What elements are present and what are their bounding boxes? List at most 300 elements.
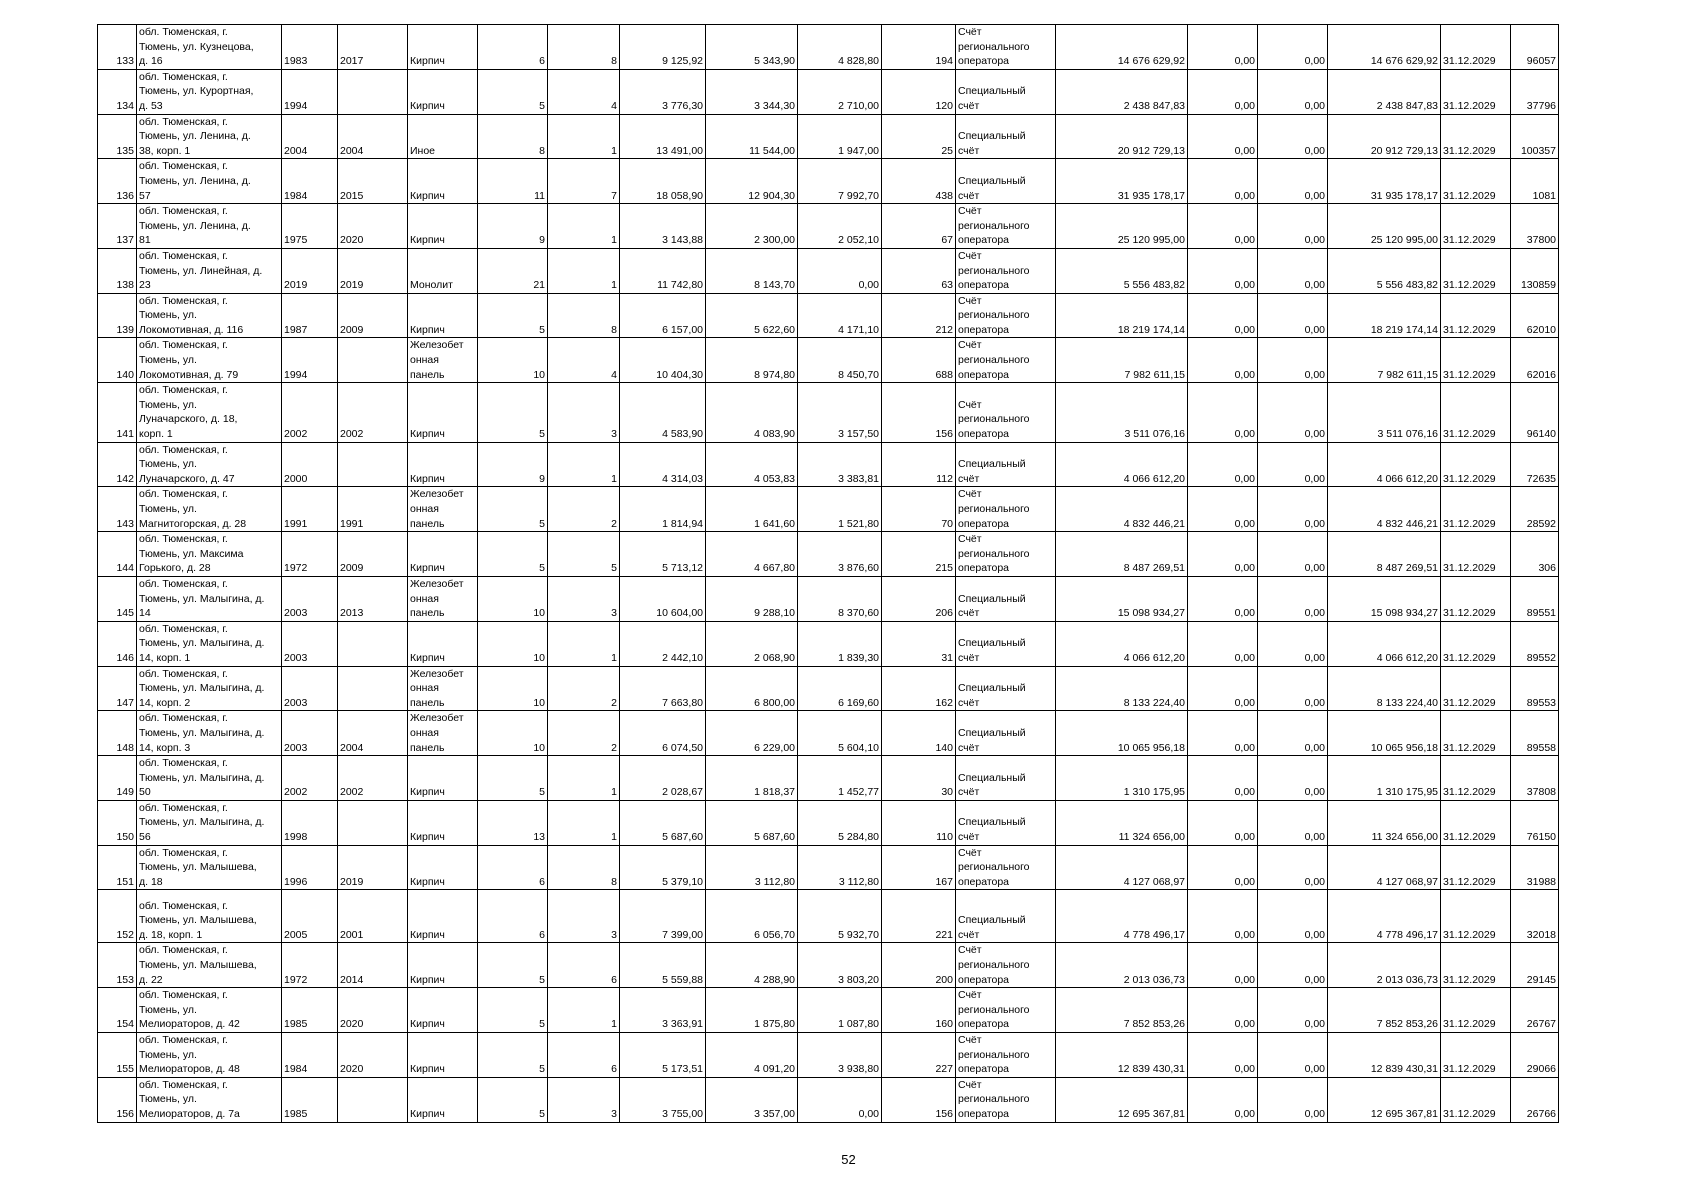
wall-material-cell: Кирпич: [408, 890, 478, 943]
year-built-cell: 1984: [282, 1033, 338, 1078]
house-code-cell: 37800: [1511, 204, 1559, 249]
table-row: [98, 532, 1559, 577]
deadline-cell: 31.12.2029: [1441, 248, 1511, 293]
owners-cost-cell: 15 098 934,27: [1328, 576, 1441, 621]
residential-area-cell: 4 171,10: [798, 293, 882, 338]
residential-area-cell: 5 604,10: [798, 711, 882, 756]
deadline-cell: 31.12.2029: [1441, 1033, 1511, 1078]
fund-method-cell: Специальный счёт: [956, 800, 1056, 845]
year-repair-cell: [338, 442, 408, 487]
owners-cost-cell: 12 695 367,81: [1328, 1077, 1441, 1122]
total-cost-cell: 4 778 496,17: [1056, 890, 1188, 943]
year-built-cell: 1994: [282, 338, 338, 383]
row-number-cell: 149: [98, 756, 137, 801]
cost-a-cell: 0,00: [1188, 532, 1258, 577]
entrances-cell: 1: [548, 988, 620, 1033]
owners-cost-cell: 3 511 076,16: [1328, 383, 1441, 442]
year-repair-cell: 2013: [338, 576, 408, 621]
year-repair-cell: 2009: [338, 532, 408, 577]
fund-method-cell: Специальный счёт: [956, 756, 1056, 801]
deadline-cell: 31.12.2029: [1441, 890, 1511, 943]
house-code-cell: 130859: [1511, 248, 1559, 293]
cost-a-cell: 0,00: [1188, 248, 1258, 293]
cost-b-cell: 0,00: [1258, 25, 1328, 70]
residential-area-cell: 1 087,80: [798, 988, 882, 1033]
year-built-cell: 2003: [282, 711, 338, 756]
floors-cell: 5: [478, 1077, 548, 1122]
total-cost-cell: 2 438 847,83: [1056, 69, 1188, 114]
year-repair-cell: 2020: [338, 1033, 408, 1078]
entrances-cell: 1: [548, 248, 620, 293]
owners-cost-cell: 10 065 956,18: [1328, 711, 1441, 756]
owners-cost-cell: 18 219 174,14: [1328, 293, 1441, 338]
total-area-cell: 6 157,00: [620, 293, 706, 338]
owners-cost-cell: 8 133 224,40: [1328, 666, 1441, 711]
table-row: [98, 338, 1559, 383]
total-area-cell: 7 399,00: [620, 890, 706, 943]
wall-material-cell: Кирпич: [408, 988, 478, 1033]
year-repair-cell: 2020: [338, 204, 408, 249]
residents-cell: 140: [882, 711, 956, 756]
table-row: [98, 890, 1559, 943]
living-area-cell: 5 687,60: [706, 800, 798, 845]
total-area-cell: 11 742,80: [620, 248, 706, 293]
residential-area-cell: 1 521,80: [798, 487, 882, 532]
table-row: [98, 25, 1559, 70]
total-area-cell: 1 814,94: [620, 487, 706, 532]
fund-method-cell: Специальный счёт: [956, 666, 1056, 711]
residential-area-cell: 5 932,70: [798, 890, 882, 943]
address-cell: обл. Тюменская, г. Тюмень, ул. Локомотивная, д. 116: [137, 293, 282, 338]
wall-material-cell: Кирпич: [408, 1077, 478, 1122]
owners-cost-cell: 11 324 656,00: [1328, 800, 1441, 845]
total-area-cell: 5 713,12: [620, 532, 706, 577]
year-repair-cell: 2017: [338, 25, 408, 70]
entrances-cell: 3: [548, 890, 620, 943]
residents-cell: 194: [882, 25, 956, 70]
table-row: [98, 621, 1559, 666]
table-row: [98, 442, 1559, 487]
cost-b-cell: 0,00: [1258, 576, 1328, 621]
total-area-cell: 9 125,92: [620, 25, 706, 70]
living-area-cell: 8 974,80: [706, 338, 798, 383]
fund-method-cell: Счёт регионального оператора: [956, 943, 1056, 988]
year-repair-cell: [338, 800, 408, 845]
fund-method-cell: Счёт регионального оператора: [956, 204, 1056, 249]
residents-cell: 227: [882, 1033, 956, 1078]
residents-cell: 156: [882, 383, 956, 442]
house-code-cell: 89552: [1511, 621, 1559, 666]
year-repair-cell: 2019: [338, 845, 408, 890]
total-cost-cell: 25 120 995,00: [1056, 204, 1188, 249]
deadline-cell: 31.12.2029: [1441, 800, 1511, 845]
entrances-cell: 8: [548, 845, 620, 890]
year-built-cell: 1985: [282, 1077, 338, 1122]
residential-area-cell: 3 112,80: [798, 845, 882, 890]
wall-material-cell: Кирпич: [408, 943, 478, 988]
cost-a-cell: 0,00: [1188, 576, 1258, 621]
cost-a-cell: 0,00: [1188, 845, 1258, 890]
deadline-cell: 31.12.2029: [1441, 711, 1511, 756]
entrances-cell: 2: [548, 487, 620, 532]
residents-cell: 162: [882, 666, 956, 711]
floors-cell: 5: [478, 756, 548, 801]
residential-area-cell: 3 876,60: [798, 532, 882, 577]
cost-b-cell: 0,00: [1258, 69, 1328, 114]
year-built-cell: 2005: [282, 890, 338, 943]
living-area-cell: 1 641,60: [706, 487, 798, 532]
address-cell: обл. Тюменская, г. Тюмень, ул. Курортная, д. 53: [137, 69, 282, 114]
wall-material-cell: Железобет онная панель: [408, 666, 478, 711]
floors-cell: 6: [478, 845, 548, 890]
total-cost-cell: 12 839 430,31: [1056, 1033, 1188, 1078]
residents-cell: 212: [882, 293, 956, 338]
total-cost-cell: 12 695 367,81: [1056, 1077, 1188, 1122]
row-number-cell: 133: [98, 25, 137, 70]
living-area-cell: 12 904,30: [706, 159, 798, 204]
total-area-cell: 13 491,00: [620, 114, 706, 159]
floors-cell: 10: [478, 711, 548, 756]
house-code-cell: 28592: [1511, 487, 1559, 532]
house-code-cell: 89553: [1511, 666, 1559, 711]
wall-material-cell: Кирпич: [408, 204, 478, 249]
year-repair-cell: 2015: [338, 159, 408, 204]
residential-area-cell: 1 839,30: [798, 621, 882, 666]
residents-cell: 112: [882, 442, 956, 487]
house-code-cell: 32018: [1511, 890, 1559, 943]
address-cell: обл. Тюменская, г. Тюмень, ул. Магнитогорская, д. 28: [137, 487, 282, 532]
cost-a-cell: 0,00: [1188, 204, 1258, 249]
cost-a-cell: 0,00: [1188, 383, 1258, 442]
year-repair-cell: 2019: [338, 248, 408, 293]
entrances-cell: 7: [548, 159, 620, 204]
entrances-cell: 1: [548, 442, 620, 487]
deadline-cell: 31.12.2029: [1441, 666, 1511, 711]
residents-cell: 438: [882, 159, 956, 204]
floors-cell: 11: [478, 159, 548, 204]
deadline-cell: 31.12.2029: [1441, 442, 1511, 487]
cost-b-cell: 0,00: [1258, 159, 1328, 204]
house-code-cell: 72635: [1511, 442, 1559, 487]
deadline-cell: 31.12.2029: [1441, 621, 1511, 666]
deadline-cell: 31.12.2029: [1441, 943, 1511, 988]
fund-method-cell: Счёт регионального оператора: [956, 383, 1056, 442]
deadline-cell: 31.12.2029: [1441, 114, 1511, 159]
residents-cell: 63: [882, 248, 956, 293]
entrances-cell: 6: [548, 1033, 620, 1078]
entrances-cell: 4: [548, 69, 620, 114]
table-row: [98, 487, 1559, 532]
floors-cell: 5: [478, 293, 548, 338]
cost-a-cell: 0,00: [1188, 890, 1258, 943]
residents-cell: 160: [882, 988, 956, 1033]
row-number-cell: 134: [98, 69, 137, 114]
row-number-cell: 150: [98, 800, 137, 845]
wall-material-cell: Кирпич: [408, 293, 478, 338]
deadline-cell: 31.12.2029: [1441, 1077, 1511, 1122]
wall-material-cell: Кирпич: [408, 69, 478, 114]
address-cell: обл. Тюменская, г. Тюмень, ул. Ленина, д. 81: [137, 204, 282, 249]
total-area-cell: 5 559,88: [620, 943, 706, 988]
entrances-cell: 1: [548, 204, 620, 249]
total-cost-cell: 4 066 612,20: [1056, 442, 1188, 487]
row-number-cell: 139: [98, 293, 137, 338]
year-built-cell: 1991: [282, 487, 338, 532]
living-area-cell: 3 344,30: [706, 69, 798, 114]
total-area-cell: 3 363,91: [620, 988, 706, 1033]
owners-cost-cell: 2 013 036,73: [1328, 943, 1441, 988]
residential-area-cell: 3 383,81: [798, 442, 882, 487]
owners-cost-cell: 4 778 496,17: [1328, 890, 1441, 943]
total-cost-cell: 1 310 175,95: [1056, 756, 1188, 801]
year-built-cell: 2004: [282, 114, 338, 159]
wall-material-cell: Кирпич: [408, 845, 478, 890]
cost-b-cell: 0,00: [1258, 338, 1328, 383]
table-body: [98, 25, 1559, 1123]
row-number-cell: 147: [98, 666, 137, 711]
year-repair-cell: 2002: [338, 756, 408, 801]
living-area-cell: 9 288,10: [706, 576, 798, 621]
living-area-cell: 1 875,80: [706, 988, 798, 1033]
year-repair-cell: 2004: [338, 114, 408, 159]
cost-b-cell: 0,00: [1258, 943, 1328, 988]
wall-material-cell: Кирпич: [408, 159, 478, 204]
fund-method-cell: Специальный счёт: [956, 890, 1056, 943]
residents-cell: 25: [882, 114, 956, 159]
living-area-cell: 4 083,90: [706, 383, 798, 442]
year-built-cell: 1983: [282, 25, 338, 70]
owners-cost-cell: 25 120 995,00: [1328, 204, 1441, 249]
house-code-cell: 37808: [1511, 756, 1559, 801]
table-row: [98, 248, 1559, 293]
living-area-cell: 5 622,60: [706, 293, 798, 338]
total-area-cell: 6 074,50: [620, 711, 706, 756]
residential-area-cell: 0,00: [798, 1077, 882, 1122]
cost-b-cell: 0,00: [1258, 532, 1328, 577]
residential-area-cell: 2 052,10: [798, 204, 882, 249]
cost-b-cell: 0,00: [1258, 890, 1328, 943]
total-cost-cell: 8 487 269,51: [1056, 532, 1188, 577]
living-area-cell: 1 818,37: [706, 756, 798, 801]
year-built-cell: 1975: [282, 204, 338, 249]
cost-a-cell: 0,00: [1188, 487, 1258, 532]
row-number-cell: 146: [98, 621, 137, 666]
deadline-cell: 31.12.2029: [1441, 756, 1511, 801]
living-area-cell: 5 343,90: [706, 25, 798, 70]
cost-a-cell: 0,00: [1188, 293, 1258, 338]
house-code-cell: 26766: [1511, 1077, 1559, 1122]
entrances-cell: 8: [548, 25, 620, 70]
total-area-cell: 7 663,80: [620, 666, 706, 711]
living-area-cell: 4 667,80: [706, 532, 798, 577]
entrances-cell: 1: [548, 800, 620, 845]
house-code-cell: 26767: [1511, 988, 1559, 1033]
floors-cell: 5: [478, 383, 548, 442]
cost-a-cell: 0,00: [1188, 666, 1258, 711]
cost-b-cell: 0,00: [1258, 1077, 1328, 1122]
year-built-cell: 2002: [282, 756, 338, 801]
floors-cell: 5: [478, 532, 548, 577]
address-cell: обл. Тюменская, г. Тюмень, ул. Луначарского, д. 47: [137, 442, 282, 487]
living-area-cell: 6 800,00: [706, 666, 798, 711]
total-area-cell: 3 143,88: [620, 204, 706, 249]
owners-cost-cell: 7 852 853,26: [1328, 988, 1441, 1033]
entrances-cell: 8: [548, 293, 620, 338]
year-built-cell: 1984: [282, 159, 338, 204]
year-built-cell: 1996: [282, 845, 338, 890]
total-area-cell: 4 583,90: [620, 383, 706, 442]
entrances-cell: 1: [548, 114, 620, 159]
wall-material-cell: Кирпич: [408, 800, 478, 845]
cost-a-cell: 0,00: [1188, 69, 1258, 114]
cost-b-cell: 0,00: [1258, 756, 1328, 801]
row-number-cell: 136: [98, 159, 137, 204]
total-cost-cell: 10 065 956,18: [1056, 711, 1188, 756]
page-number: 52: [841, 1152, 856, 1167]
year-repair-cell: [338, 621, 408, 666]
fund-method-cell: Специальный счёт: [956, 69, 1056, 114]
house-code-cell: 96140: [1511, 383, 1559, 442]
cost-b-cell: 0,00: [1258, 383, 1328, 442]
cost-b-cell: 0,00: [1258, 621, 1328, 666]
floors-cell: 6: [478, 25, 548, 70]
owners-cost-cell: 12 839 430,31: [1328, 1033, 1441, 1078]
floors-cell: 13: [478, 800, 548, 845]
address-cell: обл. Тюменская, г. Тюмень, ул. Малышева, д. 18: [137, 845, 282, 890]
cost-b-cell: 0,00: [1258, 988, 1328, 1033]
cost-a-cell: 0,00: [1188, 621, 1258, 666]
year-built-cell: 1994: [282, 69, 338, 114]
residential-area-cell: 7 992,70: [798, 159, 882, 204]
floors-cell: 10: [478, 666, 548, 711]
living-area-cell: 4 288,90: [706, 943, 798, 988]
floors-cell: 5: [478, 487, 548, 532]
total-cost-cell: 4 832 446,21: [1056, 487, 1188, 532]
living-area-cell: 4 091,20: [706, 1033, 798, 1078]
year-repair-cell: 2002: [338, 383, 408, 442]
living-area-cell: 3 112,80: [706, 845, 798, 890]
table-row: [98, 204, 1559, 249]
residential-area-cell: 3 803,20: [798, 943, 882, 988]
cost-a-cell: 0,00: [1188, 988, 1258, 1033]
house-code-cell: 37796: [1511, 69, 1559, 114]
year-built-cell: 2003: [282, 666, 338, 711]
entrances-cell: 2: [548, 711, 620, 756]
cost-a-cell: 0,00: [1188, 711, 1258, 756]
residential-area-cell: 0,00: [798, 248, 882, 293]
residential-area-cell: 1 947,00: [798, 114, 882, 159]
house-code-cell: 62010: [1511, 293, 1559, 338]
address-cell: обл. Тюменская, г. Тюмень, ул. Малышева, д. 18, корп. 1: [137, 890, 282, 943]
wall-material-cell: Железобет онная панель: [408, 338, 478, 383]
cost-b-cell: 0,00: [1258, 666, 1328, 711]
entrances-cell: 3: [548, 383, 620, 442]
table-row: [98, 756, 1559, 801]
owners-cost-cell: 2 438 847,83: [1328, 69, 1441, 114]
fund-method-cell: Счёт регионального оператора: [956, 532, 1056, 577]
fund-method-cell: Специальный счёт: [956, 711, 1056, 756]
floors-cell: 10: [478, 576, 548, 621]
residents-cell: 688: [882, 338, 956, 383]
housing-register-table: [97, 24, 1559, 1123]
living-area-cell: 11 544,00: [706, 114, 798, 159]
cost-b-cell: 0,00: [1258, 204, 1328, 249]
year-built-cell: 2003: [282, 621, 338, 666]
residents-cell: 167: [882, 845, 956, 890]
deadline-cell: 31.12.2029: [1441, 532, 1511, 577]
row-number-cell: 143: [98, 487, 137, 532]
wall-material-cell: Кирпич: [408, 1033, 478, 1078]
living-area-cell: 4 053,83: [706, 442, 798, 487]
cost-a-cell: 0,00: [1188, 1033, 1258, 1078]
entrances-cell: 2: [548, 666, 620, 711]
owners-cost-cell: 14 676 629,92: [1328, 25, 1441, 70]
wall-material-cell: Кирпич: [408, 756, 478, 801]
floors-cell: 10: [478, 338, 548, 383]
row-number-cell: 152: [98, 890, 137, 943]
address-cell: обл. Тюменская, г. Тюмень, ул. Мелиораторов, д. 48: [137, 1033, 282, 1078]
fund-method-cell: Счёт регионального оператора: [956, 1077, 1056, 1122]
residential-area-cell: 3 938,80: [798, 1033, 882, 1078]
cost-a-cell: 0,00: [1188, 943, 1258, 988]
fund-method-cell: Специальный счёт: [956, 159, 1056, 204]
fund-method-cell: Счёт регионального оператора: [956, 248, 1056, 293]
house-code-cell: 306: [1511, 532, 1559, 577]
residents-cell: 156: [882, 1077, 956, 1122]
total-cost-cell: 3 511 076,16: [1056, 383, 1188, 442]
deadline-cell: 31.12.2029: [1441, 69, 1511, 114]
table-row: [98, 576, 1559, 621]
fund-method-cell: Специальный счёт: [956, 621, 1056, 666]
table-row: [98, 159, 1559, 204]
row-number-cell: 142: [98, 442, 137, 487]
total-cost-cell: 7 852 853,26: [1056, 988, 1188, 1033]
cost-a-cell: 0,00: [1188, 800, 1258, 845]
row-number-cell: 145: [98, 576, 137, 621]
cost-b-cell: 0,00: [1258, 442, 1328, 487]
house-code-cell: 62016: [1511, 338, 1559, 383]
total-area-cell: 10 404,30: [620, 338, 706, 383]
row-number-cell: 135: [98, 114, 137, 159]
deadline-cell: 31.12.2029: [1441, 159, 1511, 204]
total-area-cell: 3 776,30: [620, 69, 706, 114]
cost-b-cell: 0,00: [1258, 711, 1328, 756]
address-cell: обл. Тюменская, г. Тюмень, ул. Малыгина, д. 50: [137, 756, 282, 801]
owners-cost-cell: 1 310 175,95: [1328, 756, 1441, 801]
deadline-cell: 31.12.2029: [1441, 293, 1511, 338]
deadline-cell: 31.12.2029: [1441, 338, 1511, 383]
deadline-cell: 31.12.2029: [1441, 988, 1511, 1033]
year-built-cell: 1985: [282, 988, 338, 1033]
owners-cost-cell: 20 912 729,13: [1328, 114, 1441, 159]
deadline-cell: 31.12.2029: [1441, 487, 1511, 532]
cost-a-cell: 0,00: [1188, 159, 1258, 204]
living-area-cell: 8 143,70: [706, 248, 798, 293]
residential-area-cell: 8 450,70: [798, 338, 882, 383]
row-number-cell: 144: [98, 532, 137, 577]
entrances-cell: 5: [548, 532, 620, 577]
residents-cell: 70: [882, 487, 956, 532]
year-repair-cell: 2001: [338, 890, 408, 943]
residents-cell: 110: [882, 800, 956, 845]
address-cell: обл. Тюменская, г. Тюмень, ул. Малыгина, д. 14: [137, 576, 282, 621]
total-cost-cell: 15 098 934,27: [1056, 576, 1188, 621]
cost-a-cell: 0,00: [1188, 114, 1258, 159]
residential-area-cell: 6 169,60: [798, 666, 882, 711]
cost-a-cell: 0,00: [1188, 442, 1258, 487]
address-cell: обл. Тюменская, г. Тюмень, ул. Малыгина, д. 56: [137, 800, 282, 845]
total-area-cell: 4 314,03: [620, 442, 706, 487]
